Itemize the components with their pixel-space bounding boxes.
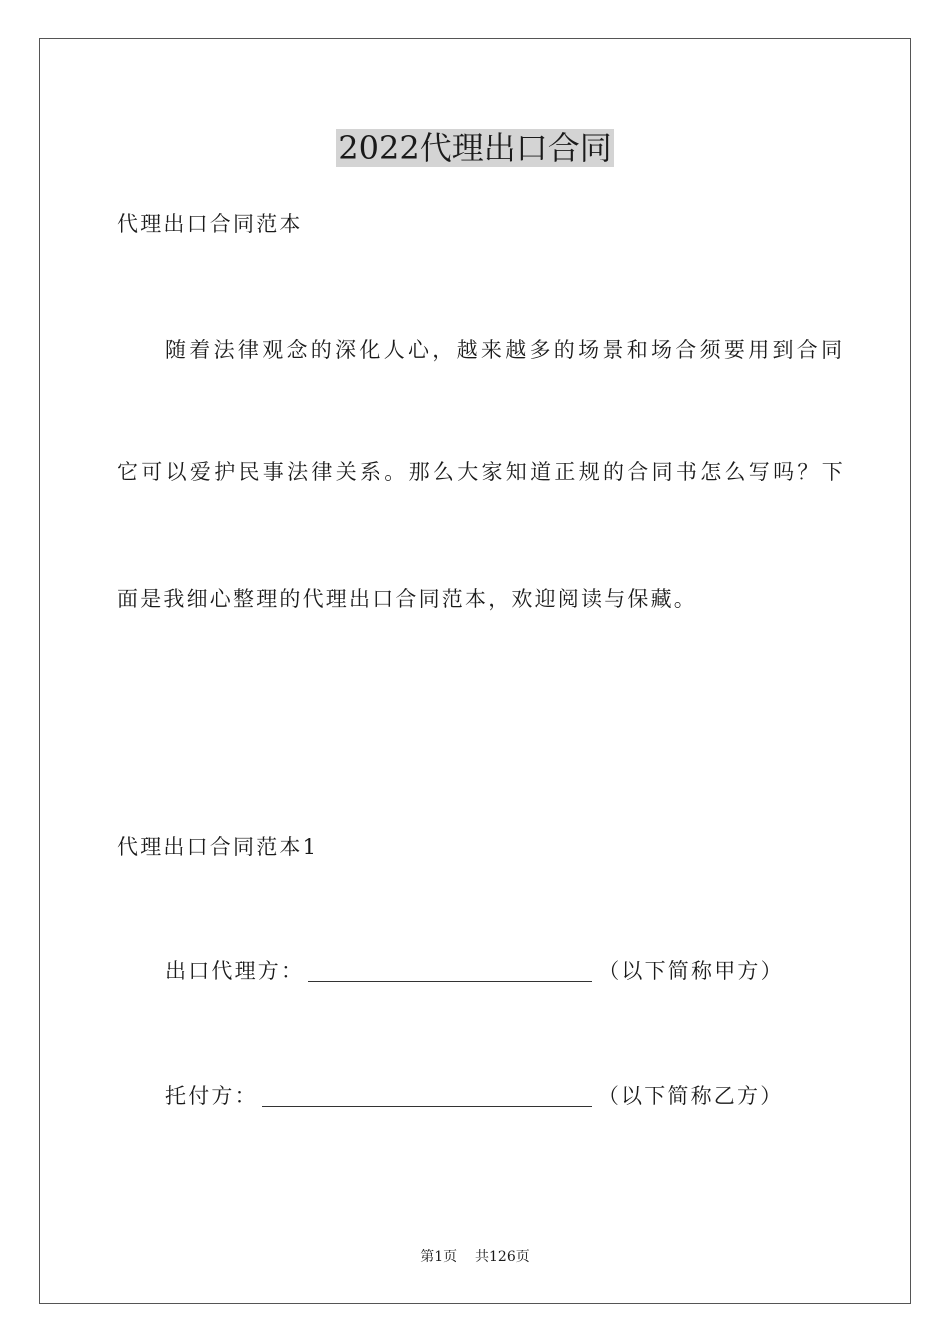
page-footer xyxy=(0,1247,950,1267)
section-heading: 代理出口合同范本1 xyxy=(117,835,319,859)
party-a-row xyxy=(165,956,784,986)
party-b-row xyxy=(165,1081,783,1111)
document-subtitle: 代理出口合同范本 xyxy=(117,212,303,236)
party-a-label: 出口代理方： xyxy=(165,959,305,983)
party-b-suffix: （以下简称乙方） xyxy=(597,1084,784,1108)
intro-paragraph-line-2: 它可以爱护民事法律关系。那么大家知道正规的合同书怎么写吗？下 xyxy=(117,460,846,484)
page-total: 共126页 xyxy=(475,1249,530,1265)
title-text: 2022代理出口合同 xyxy=(338,129,612,167)
party-b-label: 托付方： xyxy=(165,1084,258,1108)
party-b-blank[interactable] xyxy=(262,1084,592,1107)
document-title xyxy=(0,128,950,168)
intro-paragraph-line-3: 面是我细心整理的代理出口合同范本，欢迎阅读与保藏。 xyxy=(117,587,697,611)
intro-paragraph-line-1: 随着法律观念的深化人心，越来越多的场景和场合须要用到合同 xyxy=(165,338,846,362)
page-number: 第1页 xyxy=(420,1249,458,1265)
party-a-blank[interactable] xyxy=(308,959,592,982)
party-a-suffix: （以下简称甲方） xyxy=(598,959,784,983)
